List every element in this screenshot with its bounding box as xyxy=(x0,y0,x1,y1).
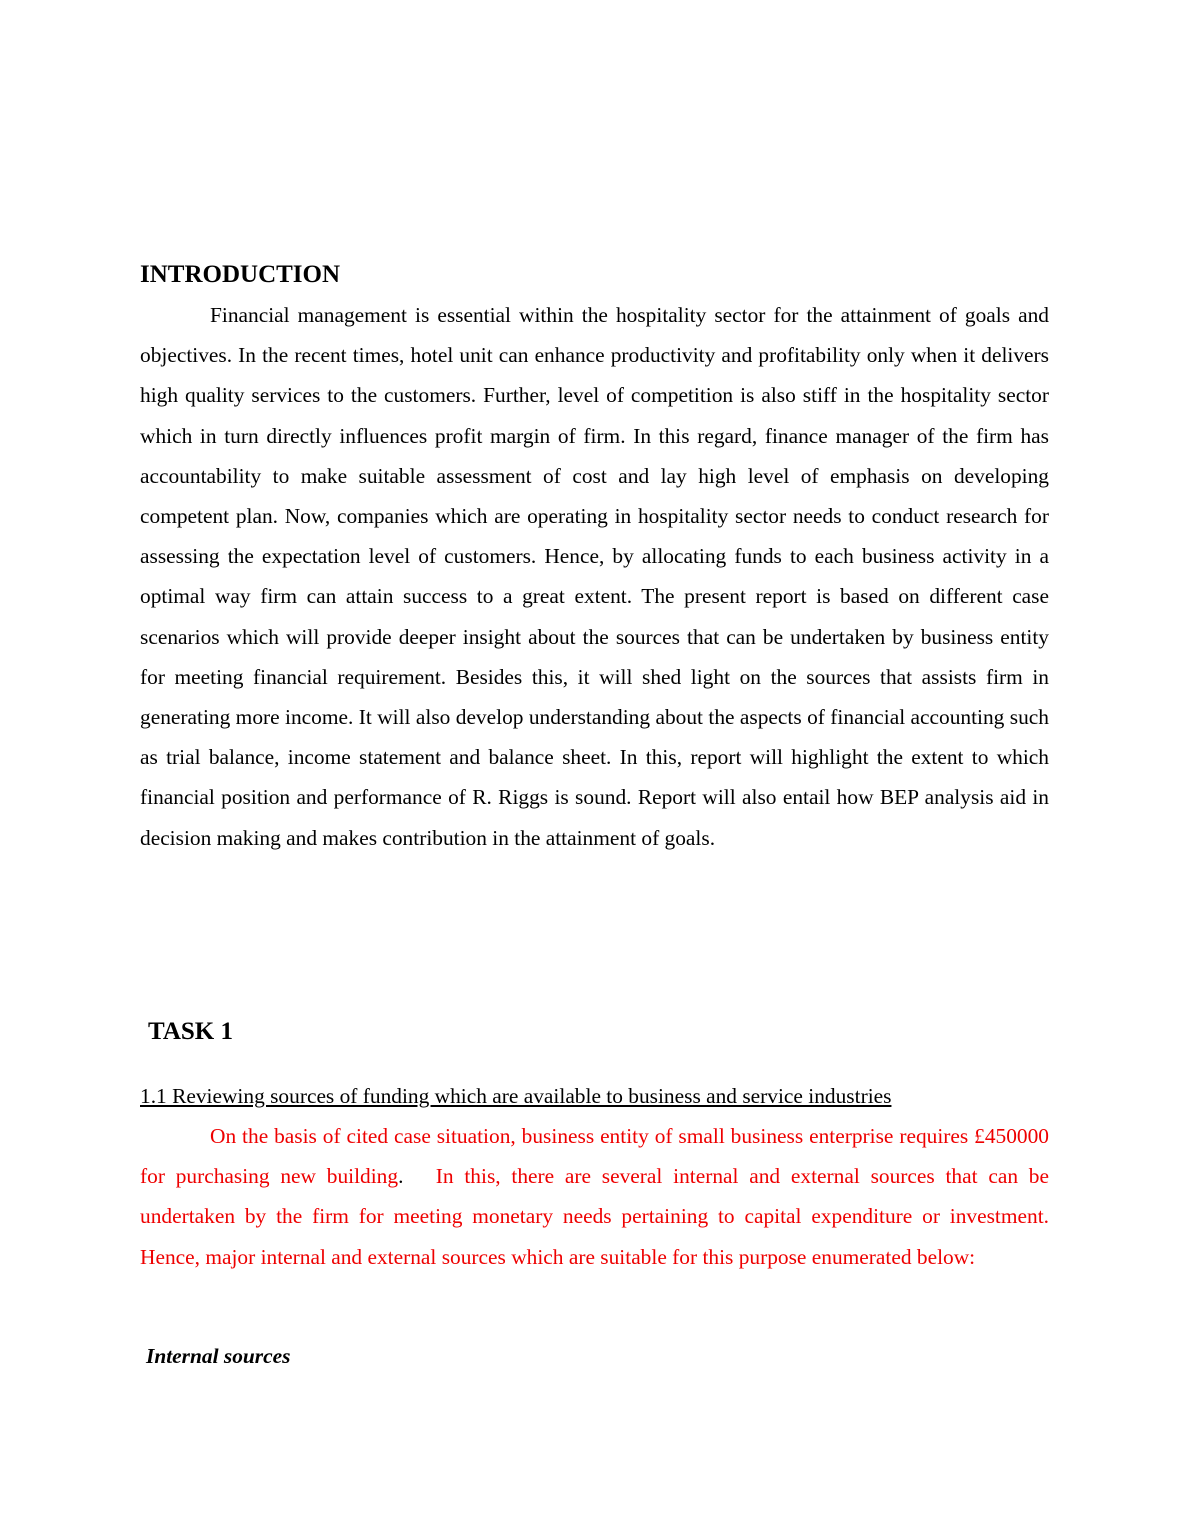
task-1-paragraph-period: . xyxy=(398,1164,404,1189)
introduction-section xyxy=(140,255,1049,858)
task-1-paragraph-part1: On the basis of cited case situation, business entity of small business enterprise requires £450000 for purchasing new building xyxy=(140,1124,1049,1189)
task-1-paragraph-part2: In this, there are several internal and external sources that can be undertaken by the firm for meeting monetary needs pertaining to capital expenditure or investment. Hence, major internal and external sources which are suitable for this purpose enumerated below: xyxy=(140,1164,1049,1269)
section-1-1-title: 1.1 Reviewing sources of funding which are available to business and service industries xyxy=(140,1084,892,1108)
task-1-heading: TASK 1 xyxy=(148,1018,233,1045)
task-1-paragraph xyxy=(140,1116,1049,1277)
introduction-paragraph: Financial management is essential within the hospitality sector for the attainment of goals and objectives. In the recent times, hotel unit can enhance productivity and profitability only when it delivers high quality services to the customers. Further, level of competition is also stiff in the hospitality sector which in turn directly influences profit margin of firm. In this regard, finance manager of the firm has accountability to make suitable assessment of cost and lay high level of emphasis on developing competent plan. Now, companies which are operating in hospitality sector needs to conduct research for assessing the expectation level of customers. Hence, by allocating funds to each business activity in a optimal way firm can attain success to a great extent. The present report is based on different case scenarios which will provide deeper insight about the sources that can be undertaken by business entity for meeting financial requirement. Besides this, it will shed light on the sources that assists firm in generating more income. It will also develop understanding about the aspects of financial accounting such as trial balance, income statement and balance sheet. In this, report will highlight the extent to which financial position and performance of R. Riggs is sound. Report will also entail how BEP analysis aid in decision making and makes contribution in the attainment of goals. xyxy=(140,303,1049,850)
introduction-heading: INTRODUCTION xyxy=(140,261,341,288)
internal-sources-heading: Internal sources xyxy=(146,1344,291,1368)
